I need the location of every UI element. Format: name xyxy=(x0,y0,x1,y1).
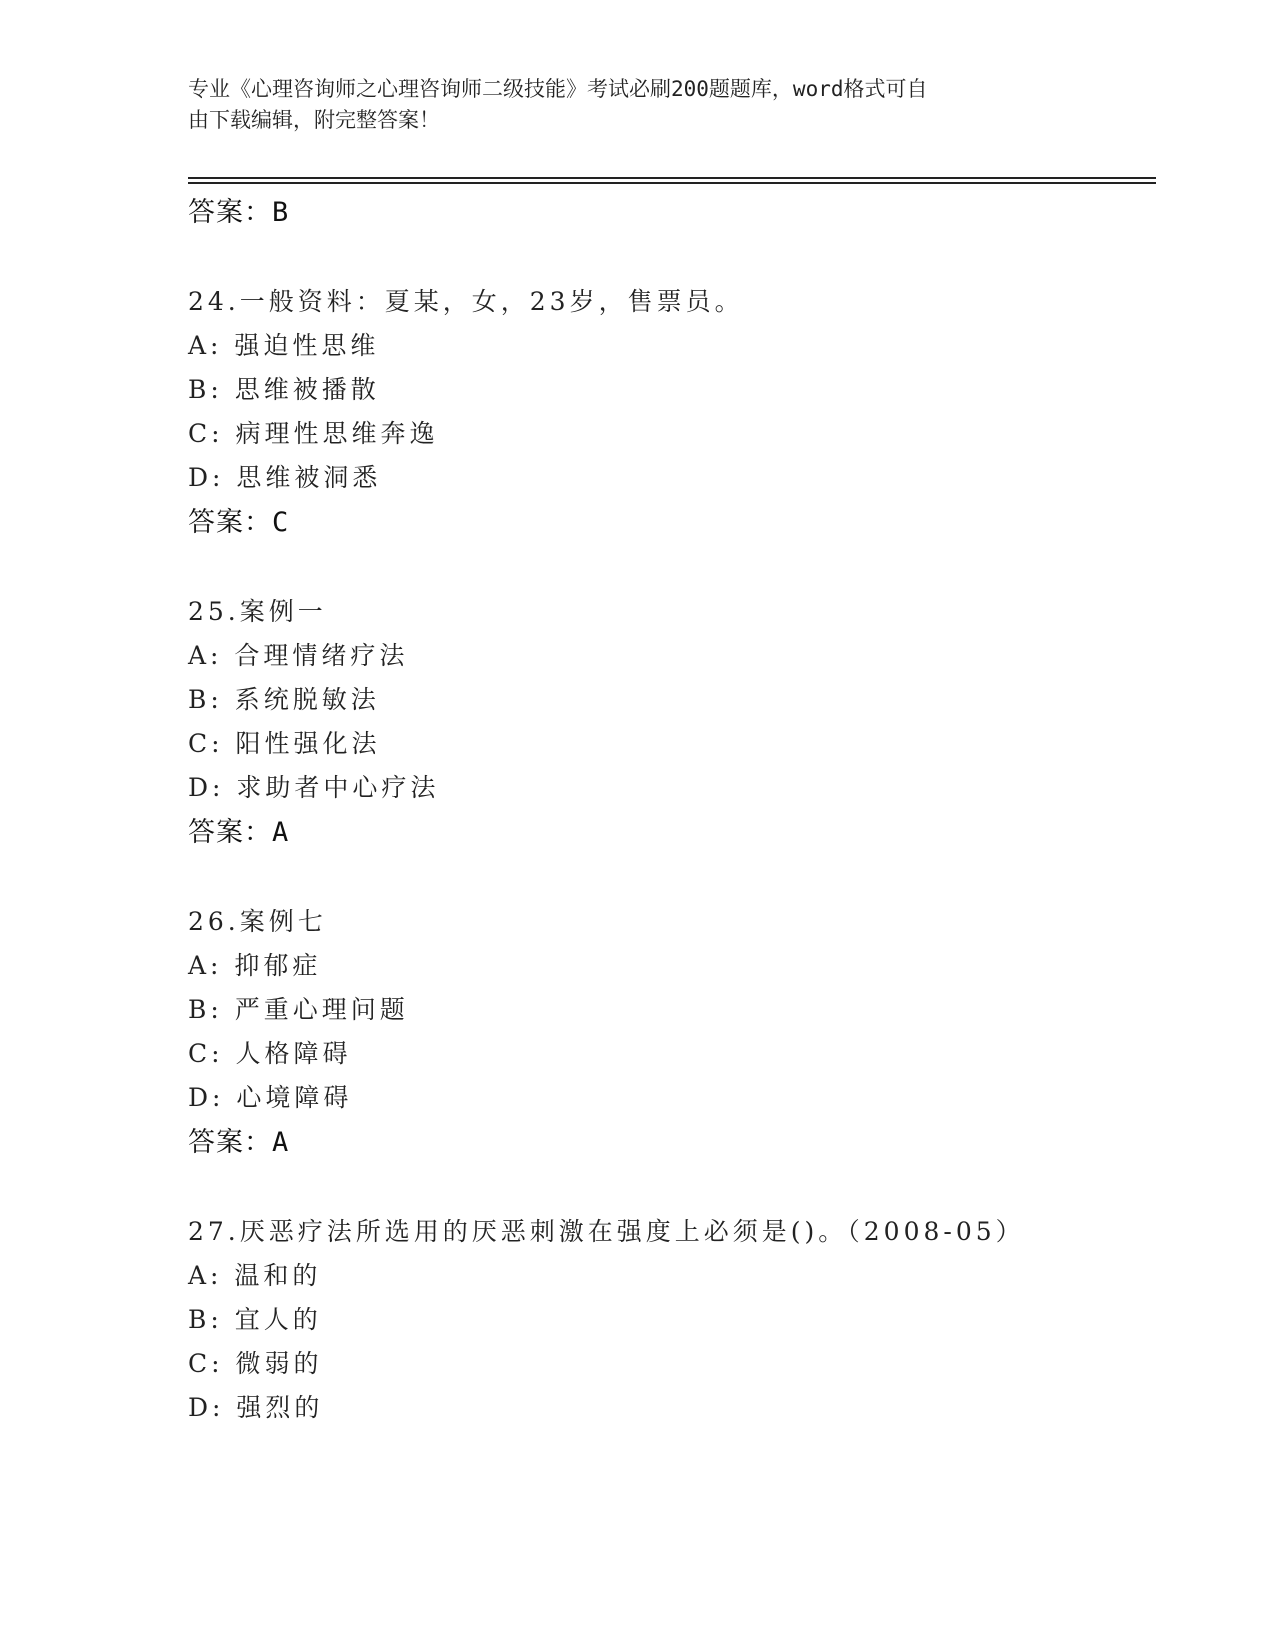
option-c: C: 人格障碍 xyxy=(188,1039,352,1068)
question-stem: 25.案例一 xyxy=(188,597,327,626)
question-stem: 27.厌恶疗法所选用的厌恶刺激在强度上必须是()。（2008-05） xyxy=(188,1217,1025,1246)
question-stem: 26.案例七 xyxy=(188,907,327,936)
option-b: B: 严重心理问题 xyxy=(188,995,409,1024)
option-a: A: 强迫性思维 xyxy=(188,331,380,360)
option-c: C: 病理性思维奔逸 xyxy=(188,419,439,448)
option-b: B: 系统脱敏法 xyxy=(188,685,380,714)
answer: 答案：A xyxy=(188,817,290,848)
answer: 答案：C xyxy=(188,507,290,538)
option-d: D: 求助者中心疗法 xyxy=(188,773,440,802)
option-b: B: 思维被播散 xyxy=(188,375,380,404)
option-a: A: 抑郁症 xyxy=(188,951,322,980)
option-d: D: 思维被洞悉 xyxy=(188,463,382,492)
option-d: D: 强烈的 xyxy=(188,1393,324,1422)
option-d: D: 心境障碍 xyxy=(188,1083,353,1112)
header-rule-bottom xyxy=(188,182,1156,184)
option-c: C: 阳性强化法 xyxy=(188,729,381,758)
header-rule-top xyxy=(188,177,1156,179)
option-a: A: 温和的 xyxy=(188,1261,322,1290)
page-header xyxy=(188,74,1088,136)
option-a: A: 合理情绪疗法 xyxy=(188,641,409,670)
header-line-2: 由下载编辑，附完整答案！ xyxy=(188,108,440,132)
option-c: C: 微弱的 xyxy=(188,1349,323,1378)
header-line-1: 专业《心理咨询师之心理咨询师二级技能》考试必刷200题题库，word格式可自 xyxy=(188,77,928,101)
question-stem: 24.一般资料：夏某，女，23岁，售票员。 xyxy=(188,287,744,316)
previous-answer: 答案：B xyxy=(188,197,290,228)
answer: 答案：A xyxy=(188,1127,290,1158)
option-b: B: 宜人的 xyxy=(188,1305,322,1334)
